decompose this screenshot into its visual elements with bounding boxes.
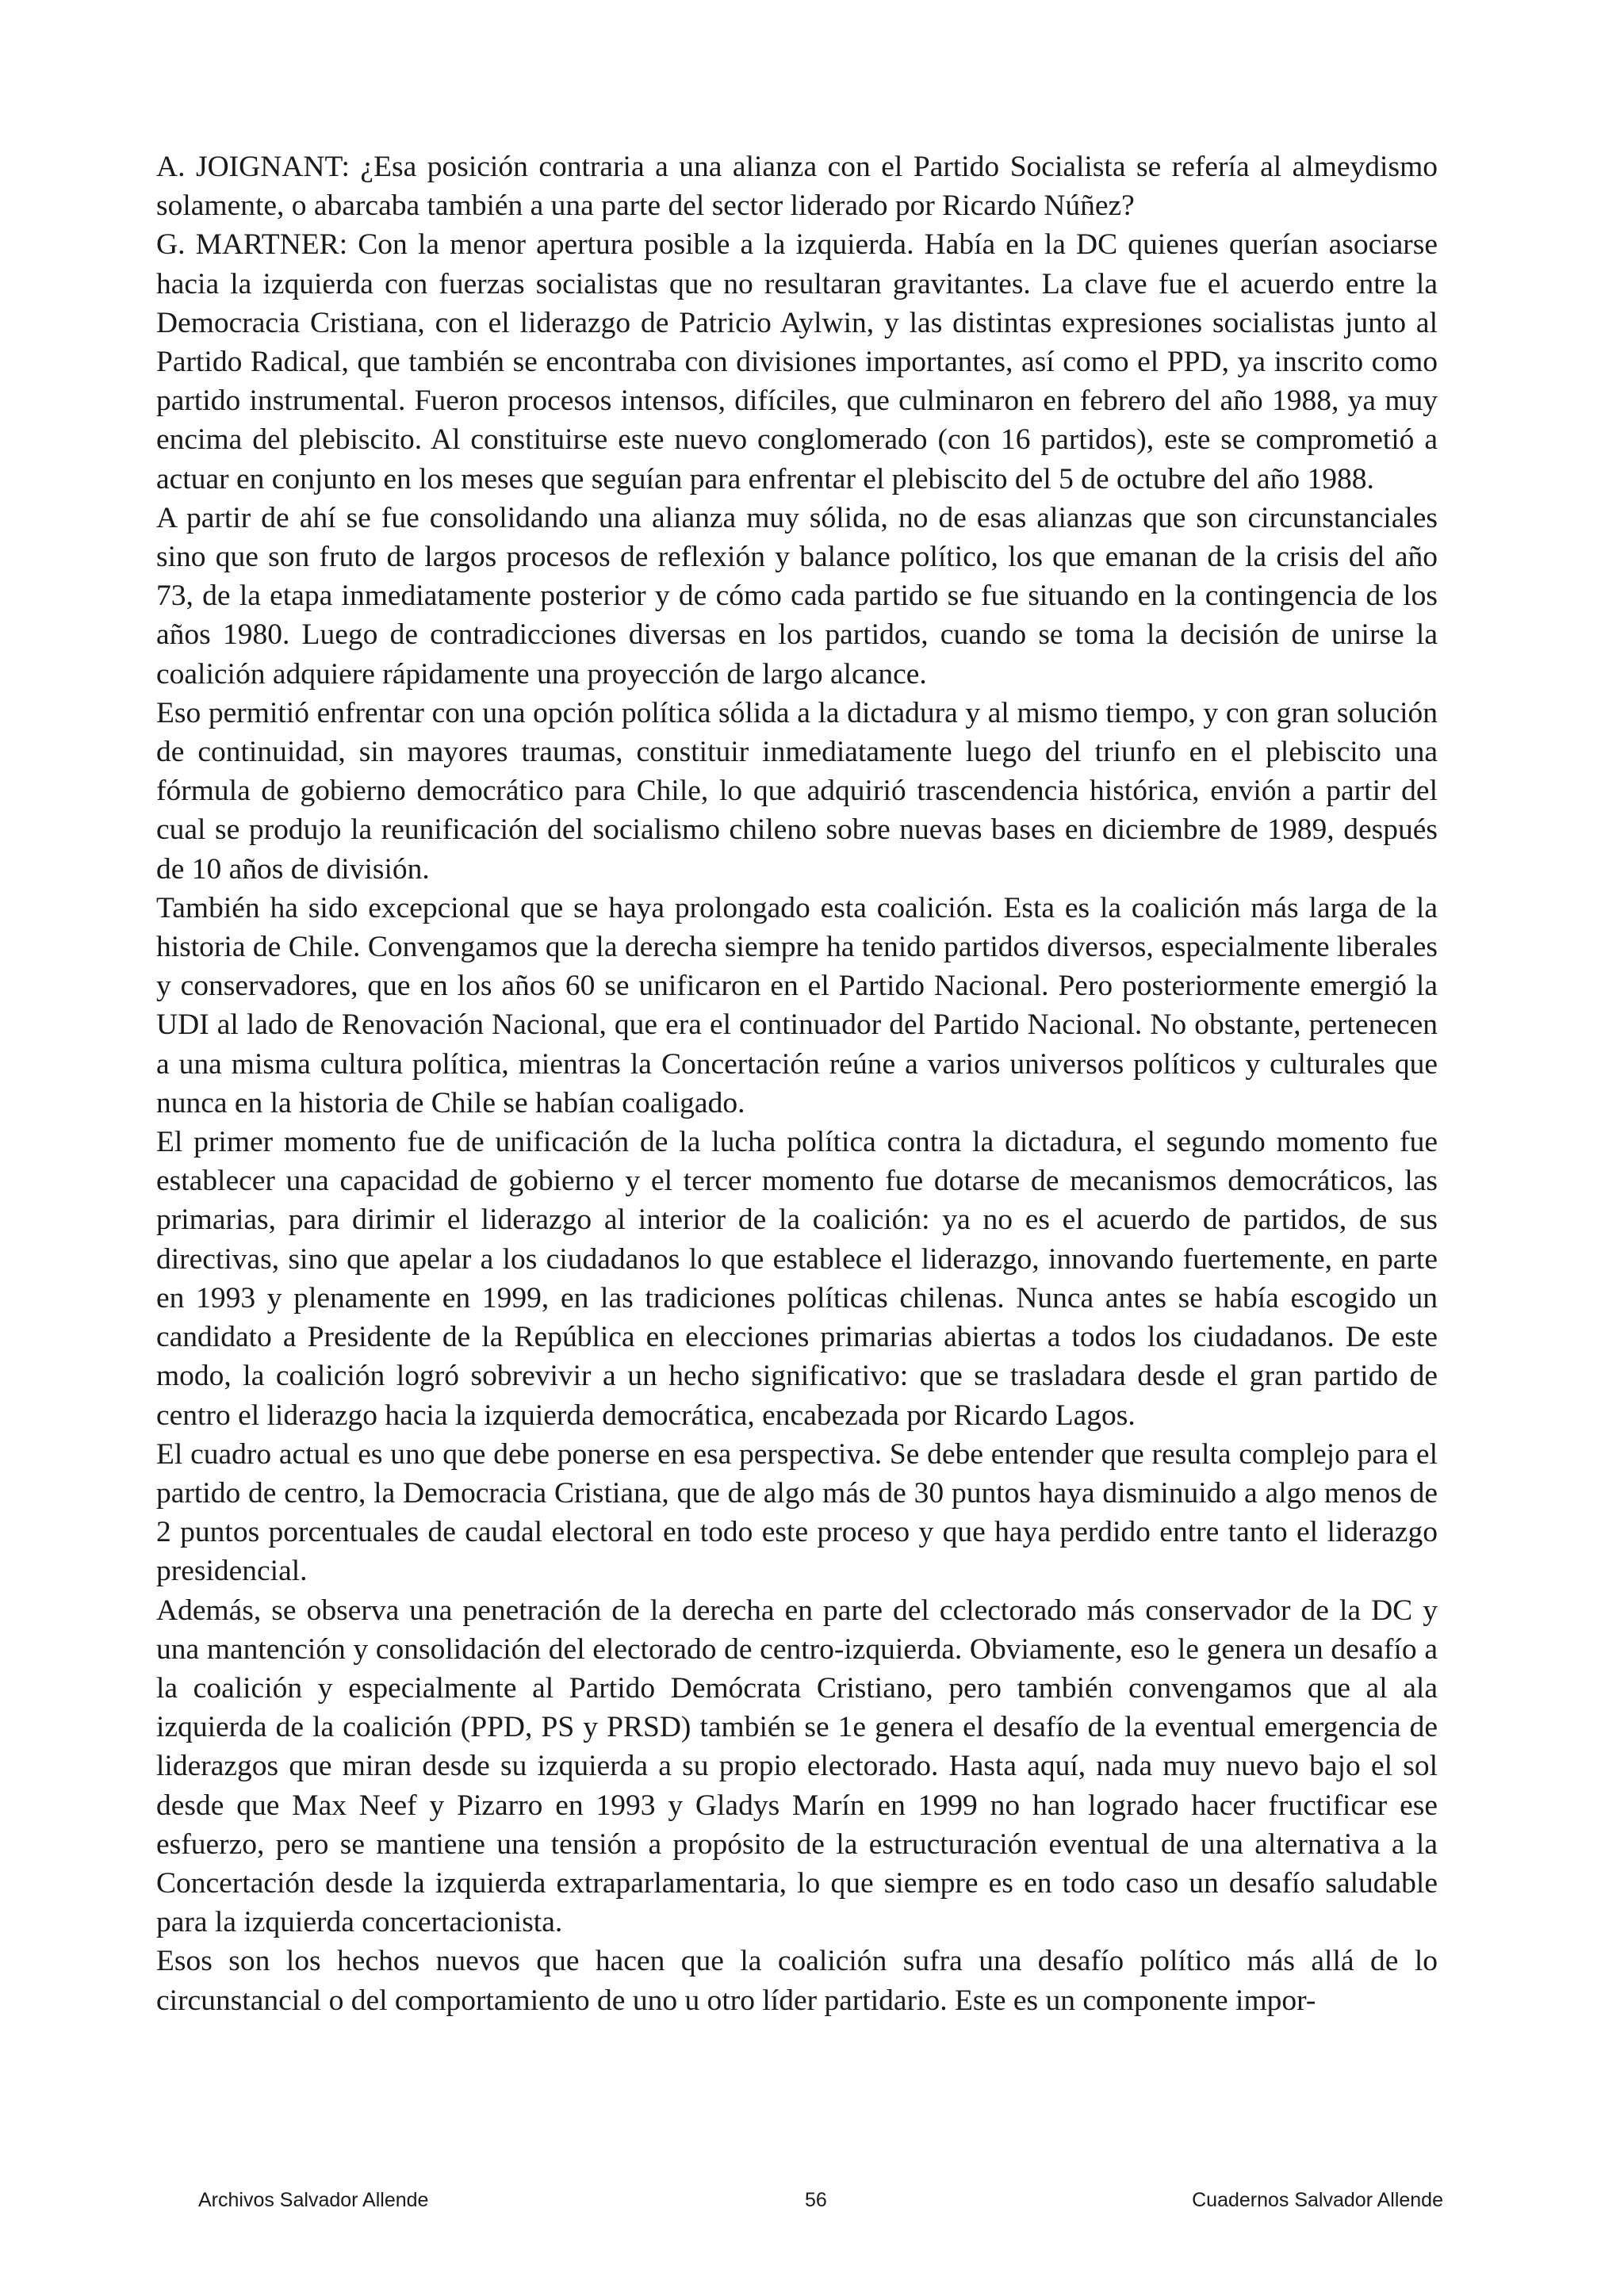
paragraph-8: Además, se observa una penetración de la derecha en parte del cclectorado más conservador de la DC y una mantención y consolidación del electorado de centro-izquierda. Obviamente, eso le genera un desafío a la coalición y especialmente al Partido Demócrata Cristiano, pero también convengamos que al ala izquierda de la coalición (PPD, PS y PRSD) también se 1e genera el desafío de la eventual emergencia de liderazgos que miran desde su izquierda a su propio electorado. Hasta aquí, nada muy nuevo bajo el sol desde que Max Neef y Pizarro en 1993 y Gladys Marín en 1999 no han logrado hacer fructificar ese esfuerzo, pero se mantiene una tensión a propósito de la estructuración eventual de una alternativa a la Concertación desde la izquierda extraparlamentaria, lo que siempre es en todo caso un desafío saludable para la izquierda concertacionista. bbox=[156, 1594, 1438, 1939]
page-footer bbox=[198, 2184, 1443, 2216]
paragraph-7: El cuadro actual es uno que debe ponerse en esa perspectiva. Se debe entender que resulta complejo para el partido de centro, la Democracia Cristiana, que de algo más de 30 puntos haya disminuido a algo menos de 2 puntos porcentuales de caudal electoral en todo este proceso y que haya perdido entre tanto el liderazgo presidencial. bbox=[156, 1437, 1438, 1588]
paragraph-9: Esos son los hechos nuevos que hacen que la coalición sufra una desafío político más allá de lo circunstancial o del comportamiento de uno u otro líder partidario. Este es un componente impor- bbox=[156, 1945, 1438, 2017]
paragraph-3: A partir de ahí se fue consolidando una alianza muy sólida, no de esas alianzas que son circunstanciales sino que son fruto de largos procesos de reflexión y balance político, los que emanan de la crisis del año 73, de la etapa inmediatamente posterior y de cómo cada partido se fue situando en la contingencia de los años 1980. Luego de contradicciones diversas en los partidos, cuando se toma la decisión de unirse la coalición adquiere rápidamente una proyección de largo alcance. bbox=[156, 501, 1438, 691]
paragraph-2: G. MARTNER: Con la menor apertura posible a la izquierda. Había en la DC quienes querían asociarse hacia la izquierda con fuerzas socialistas que no resultaran gravitantes. La clave fue el acuerdo entre la Democracia Cristiana, con el liderazgo de Patricio Aylwin, y las distintas expresiones socialistas junto al Partido Radical, que también se encontraba con divisiones importantes, así como el PPD, ya inscrito como partido instrumental. Fueron procesos intensos, difíciles, que culminaron en febrero del año 1988, ya muy encima del plebiscito. Al constituirse este nuevo conglomerado (con 16 partidos), este se comprometió a actuar en conjunto en los meses que seguían para enfrentar el plebiscito del 5 de octubre del año 1988. bbox=[156, 228, 1438, 496]
paragraph-6: El primer momento fue de unificación de la lucha política contra la dictadura, el segundo momento fue establecer una capacidad de gobierno y el tercer momento fue dotarse de mecanismos democráticos, las primarias, para dirimir el liderazgo al interior de la coalición: ya no es el acuerdo de partidos, de sus directivas, sino que apelar a los ciudadanos lo que establece el liderazgo, innovando fuertemente, en parte en 1993 y plenamente en 1999, en las tradiciones políticas chilenas. Nunca antes se había escogido un candidato a Presidente de la República en elecciones primarias abiertas a todos los ciudadanos. De este modo, la coalición logró sobrevivir a un hecho significativo: que se trasladara desde el gran partido de centro el liderazgo hacia la izquierda democrática, encabezada por Ricardo Lagos. bbox=[156, 1126, 1438, 1432]
document-body bbox=[156, 147, 1438, 2020]
footer-right-title: Cuadernos Salvador Allende bbox=[1192, 2189, 1443, 2211]
paragraph-5: También ha sido excepcional que se haya prolongado esta coalición. Esta es la coalición más larga de la historia de Chile. Convengamos que la derecha siempre ha tenido partidos diversos, especialmente liberales y conservadores, que en los años 60 se unificaron en el Partido Nacional. Pero posteriormente emergió la UDI al lado de Renovación Nacional, que era el continuador del Partido Nacional. No obstante, pertenecen a una misma cultura política, mientras la Concertación reúne a varios universos políticos y culturales que nunca en la historia de Chile se habían coaligado. bbox=[156, 891, 1438, 1119]
footer-left-title: Archivos Salvador Allende bbox=[198, 2189, 429, 2211]
page-number: 56 bbox=[805, 2189, 827, 2211]
paragraph-4: Eso permitió enfrentar con una opción política sólida a la dictadura y al mismo tiempo, y con gran solución de continuidad, sin mayores traumas, constituir inmediatamente luego del triunfo en el plebiscito una fórmula de gobierno democrático para Chile, lo que adquirió trascendencia histórica, envión a partir del cual se produjo la reunificación del socialismo chileno sobre nuevas bases en diciembre de 1989, después de 10 años de división. bbox=[156, 696, 1438, 886]
paragraph-1: A. JOIGNANT: ¿Esa posición contraria a una alianza con el Partido Socialista se refería al almeydismo solamente, o abarcaba también a una parte del sector liderado por Ricardo Núñez? bbox=[156, 151, 1438, 223]
